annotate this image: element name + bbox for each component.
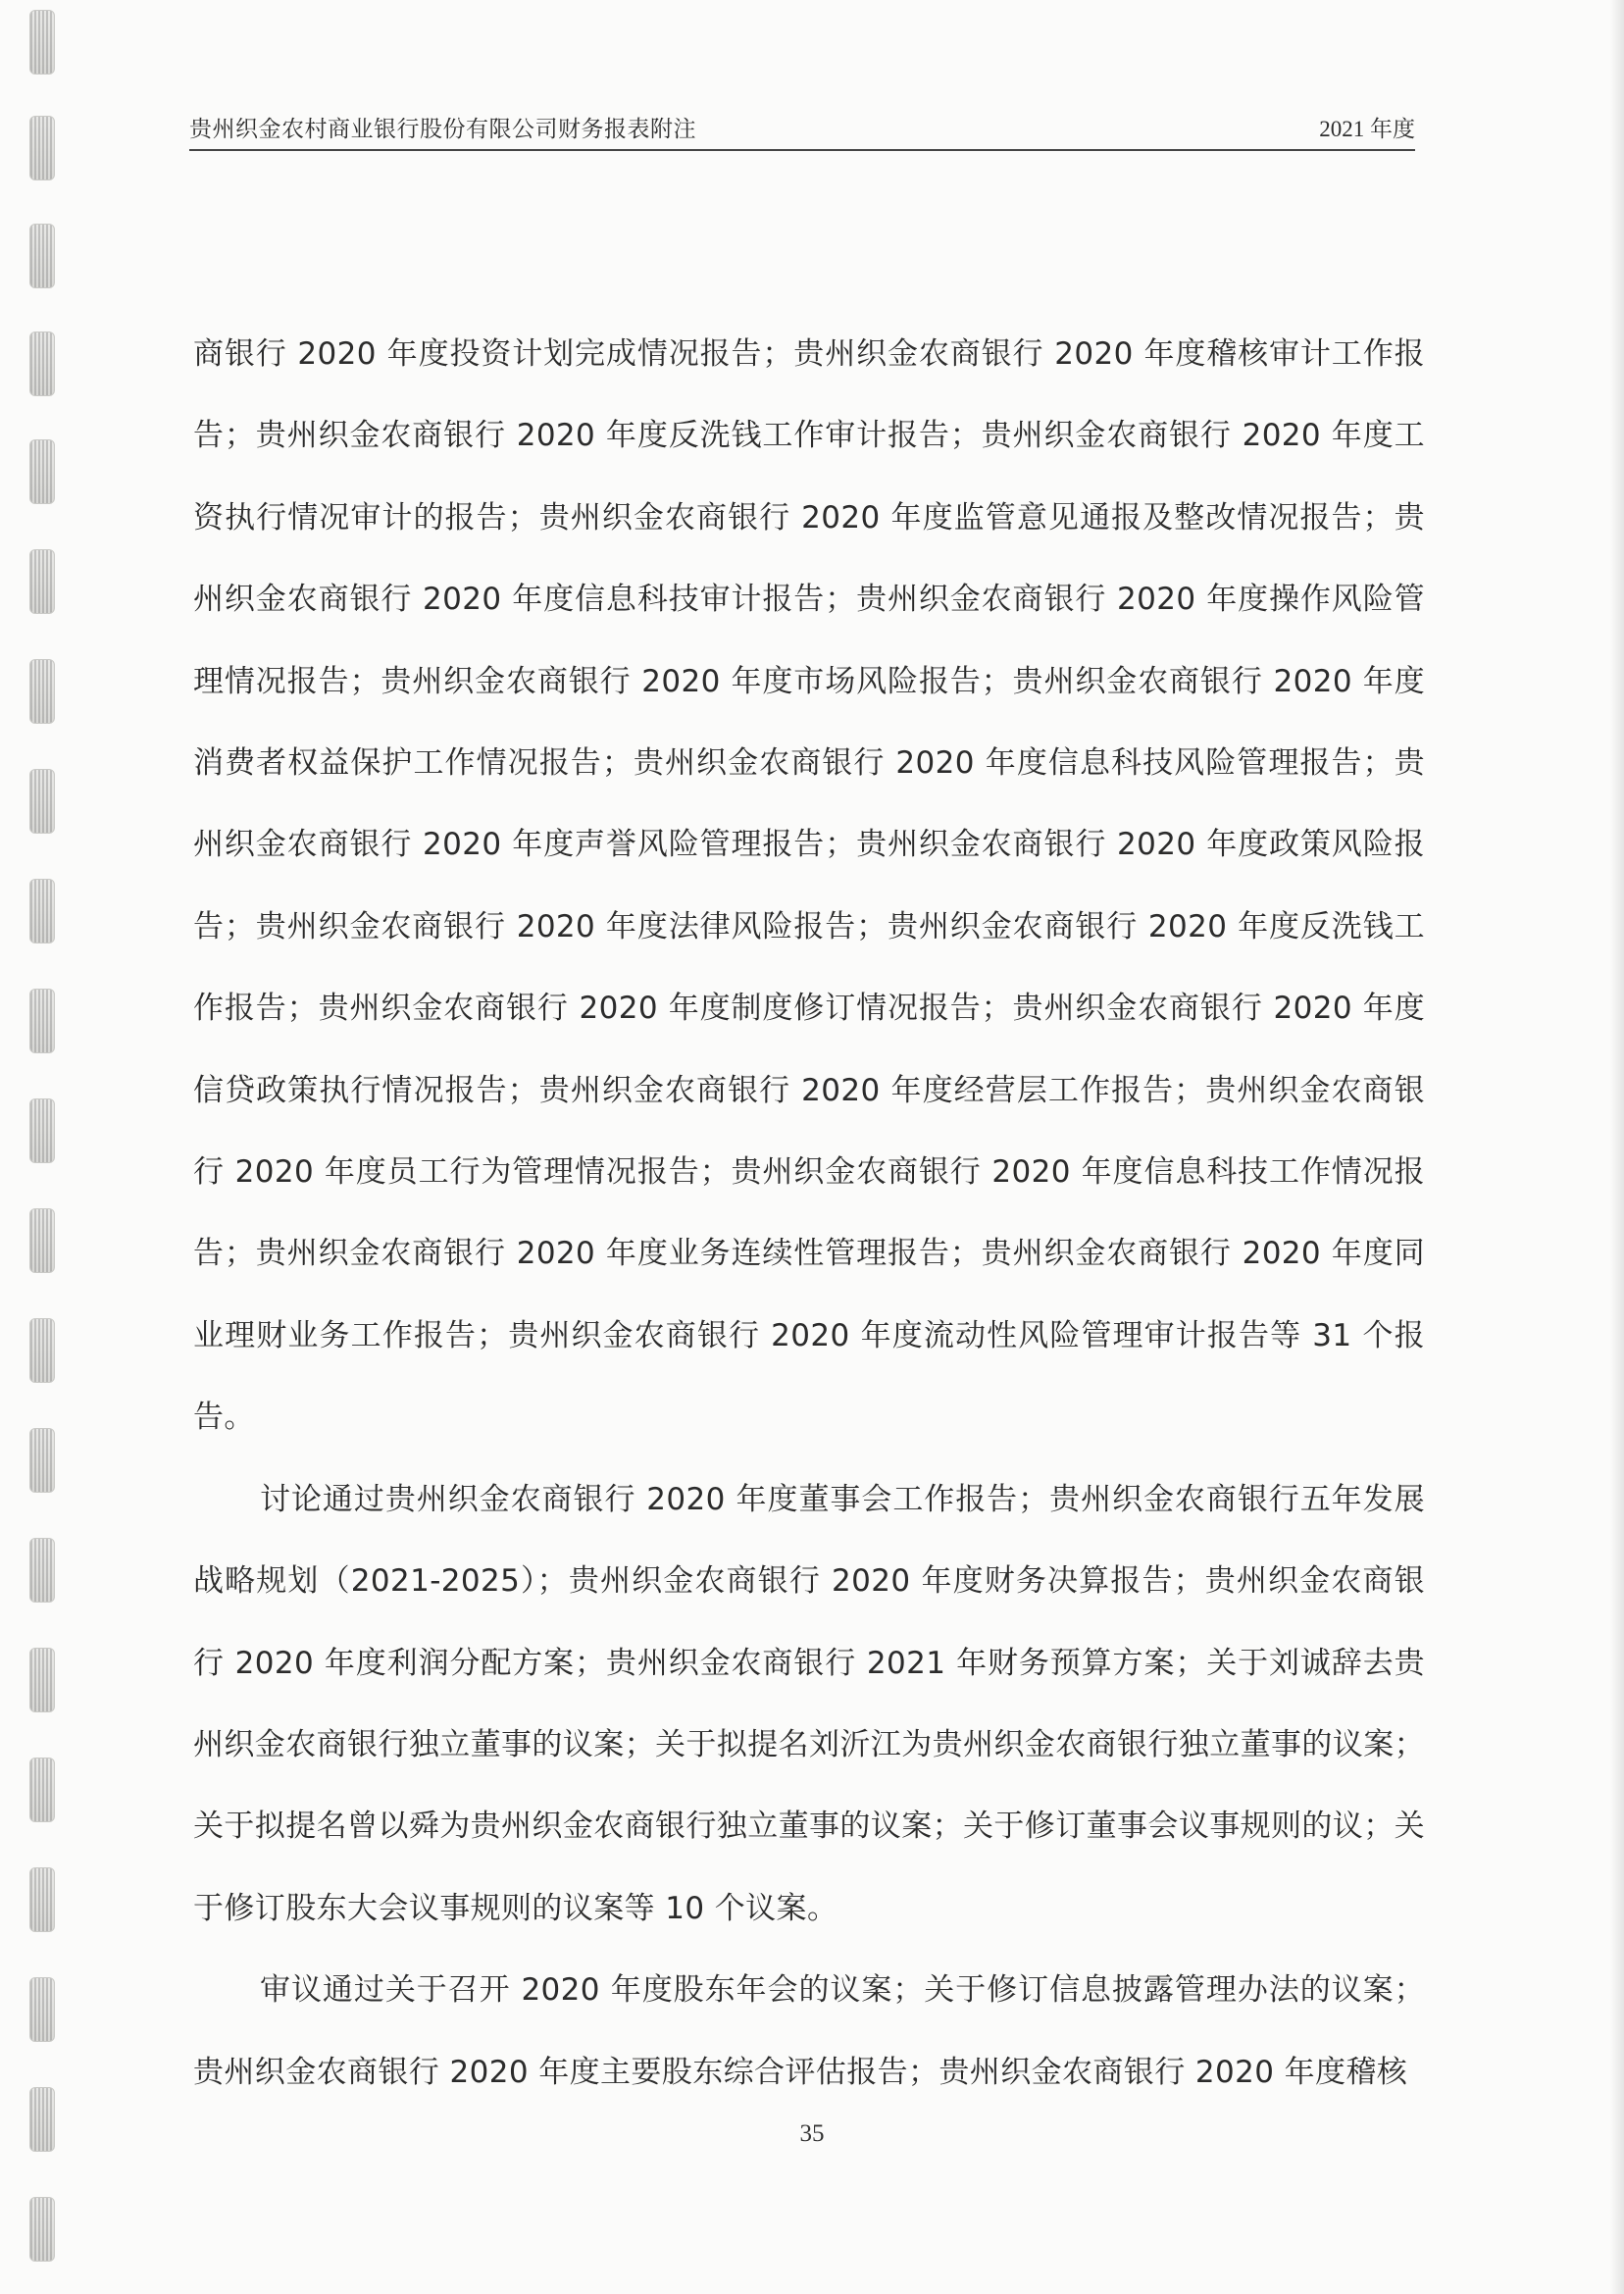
page-number: 35 [799,2120,825,2147]
header-title: 贵州织金农村商业银行股份有限公司财务报表附注 [189,117,696,142]
header-year: 2021 年度 [1319,117,1415,141]
binding-hole [29,549,55,614]
paragraph-approved-proposals: 审议通过关于召开 2020 年度股东年会的议案；关于修订信息披露管理办法的议案；贵州织金农商银行 2020 年度主要股东综合评估报告；贵州织金农商银行 2020 年度稽核 [193,1972,1425,2090]
binding-hole [29,1758,55,1822]
binding-hole [29,1867,55,1932]
binding-hole [29,769,55,834]
binding-hole [29,1098,55,1163]
body-text [193,314,1425,2114]
paragraph-reports-list: 商银行 2020 年度投资计划完成情况报告；贵州织金农商银行 2020 年度稽核审计工作报告；贵州织金农商银行 2020 年度反洗钱工作审计报告；贵州织金农商银行 2020 年度工资执行情况审计的报告；贵州织金农商银行 2020 年度监管意见通报及整改情况报告；贵州织金农商银行 2020 年度信息科技审计报告；贵州织金农商银行 2020 年度操作风险管理情况报告；贵州织金农商银行 2020 年度市场风险报告；贵州织金农商银行 2020 年度消费者权益保护工作情况报告；贵州织金农商银行 2020 年度信息科技风险管理报告；贵州织金农商银行 2020 年度声誉风险管理报告；贵州织金农商银行 2020 年度政策风险报告；贵州织金农商银行 2020 年度法律风险报告；贵州织金农商银行 2020 年度反洗钱工作报告；贵州织金农商银行 2020 年度制度修订情况报告；贵州织金农商银行 2020 年度信贷政策执行情况报告；贵州织金农商银行 2020 年度经营层工作报告；贵州织金农商银行 2020 年度员工行为管理情况报告；贵州织金农商银行 2020 年度信息科技工作情况报告；贵州织金农商银行 2020 年度业务连续性管理报告；贵州织金农商银行 2020 年度同业理财业务工作报告；贵州织金农商银行 2020 年度流动性风险管理审计报告等 31 个报告。 [193,336,1425,1436]
binding-hole [29,659,55,724]
binding-holes [27,0,61,2294]
binding-hole [29,224,55,288]
binding-hole [29,439,55,504]
binding-hole [29,331,55,396]
binding-hole [29,116,55,180]
binding-hole [29,879,55,943]
binding-hole [29,1538,55,1603]
binding-hole [29,1318,55,1383]
binding-hole [29,989,55,1053]
page-header [189,110,1415,151]
binding-hole [29,1977,55,2042]
paragraph-discussed-proposals: 讨论通过贵州织金农商银行 2020 年度董事会工作报告；贵州织金农商银行五年发展战略规划（2021-2025）；贵州织金农商银行 2020 年度财务决算报告；贵州织金农商银行 2020 年度利润分配方案；贵州织金农商银行 2021 年财务预算方案；关于刘诚辞去贵州织金农商银行独立董事的议案；关于拟提名刘沂江为贵州织金农商银行独立董事的议案；关于拟提名曾以舜为贵州织金农商银行独立董事的议案；关于修订董事会议事规则的议；关于修订股东大会议事规则的议案等 10 个议案。 [193,1481,1425,1926]
binding-hole [29,1648,55,1712]
binding-hole [29,1208,55,1273]
binding-hole [29,1428,55,1493]
binding-hole [29,2197,55,2262]
binding-hole [29,10,55,75]
page-edge-shadow [1610,0,1624,2294]
